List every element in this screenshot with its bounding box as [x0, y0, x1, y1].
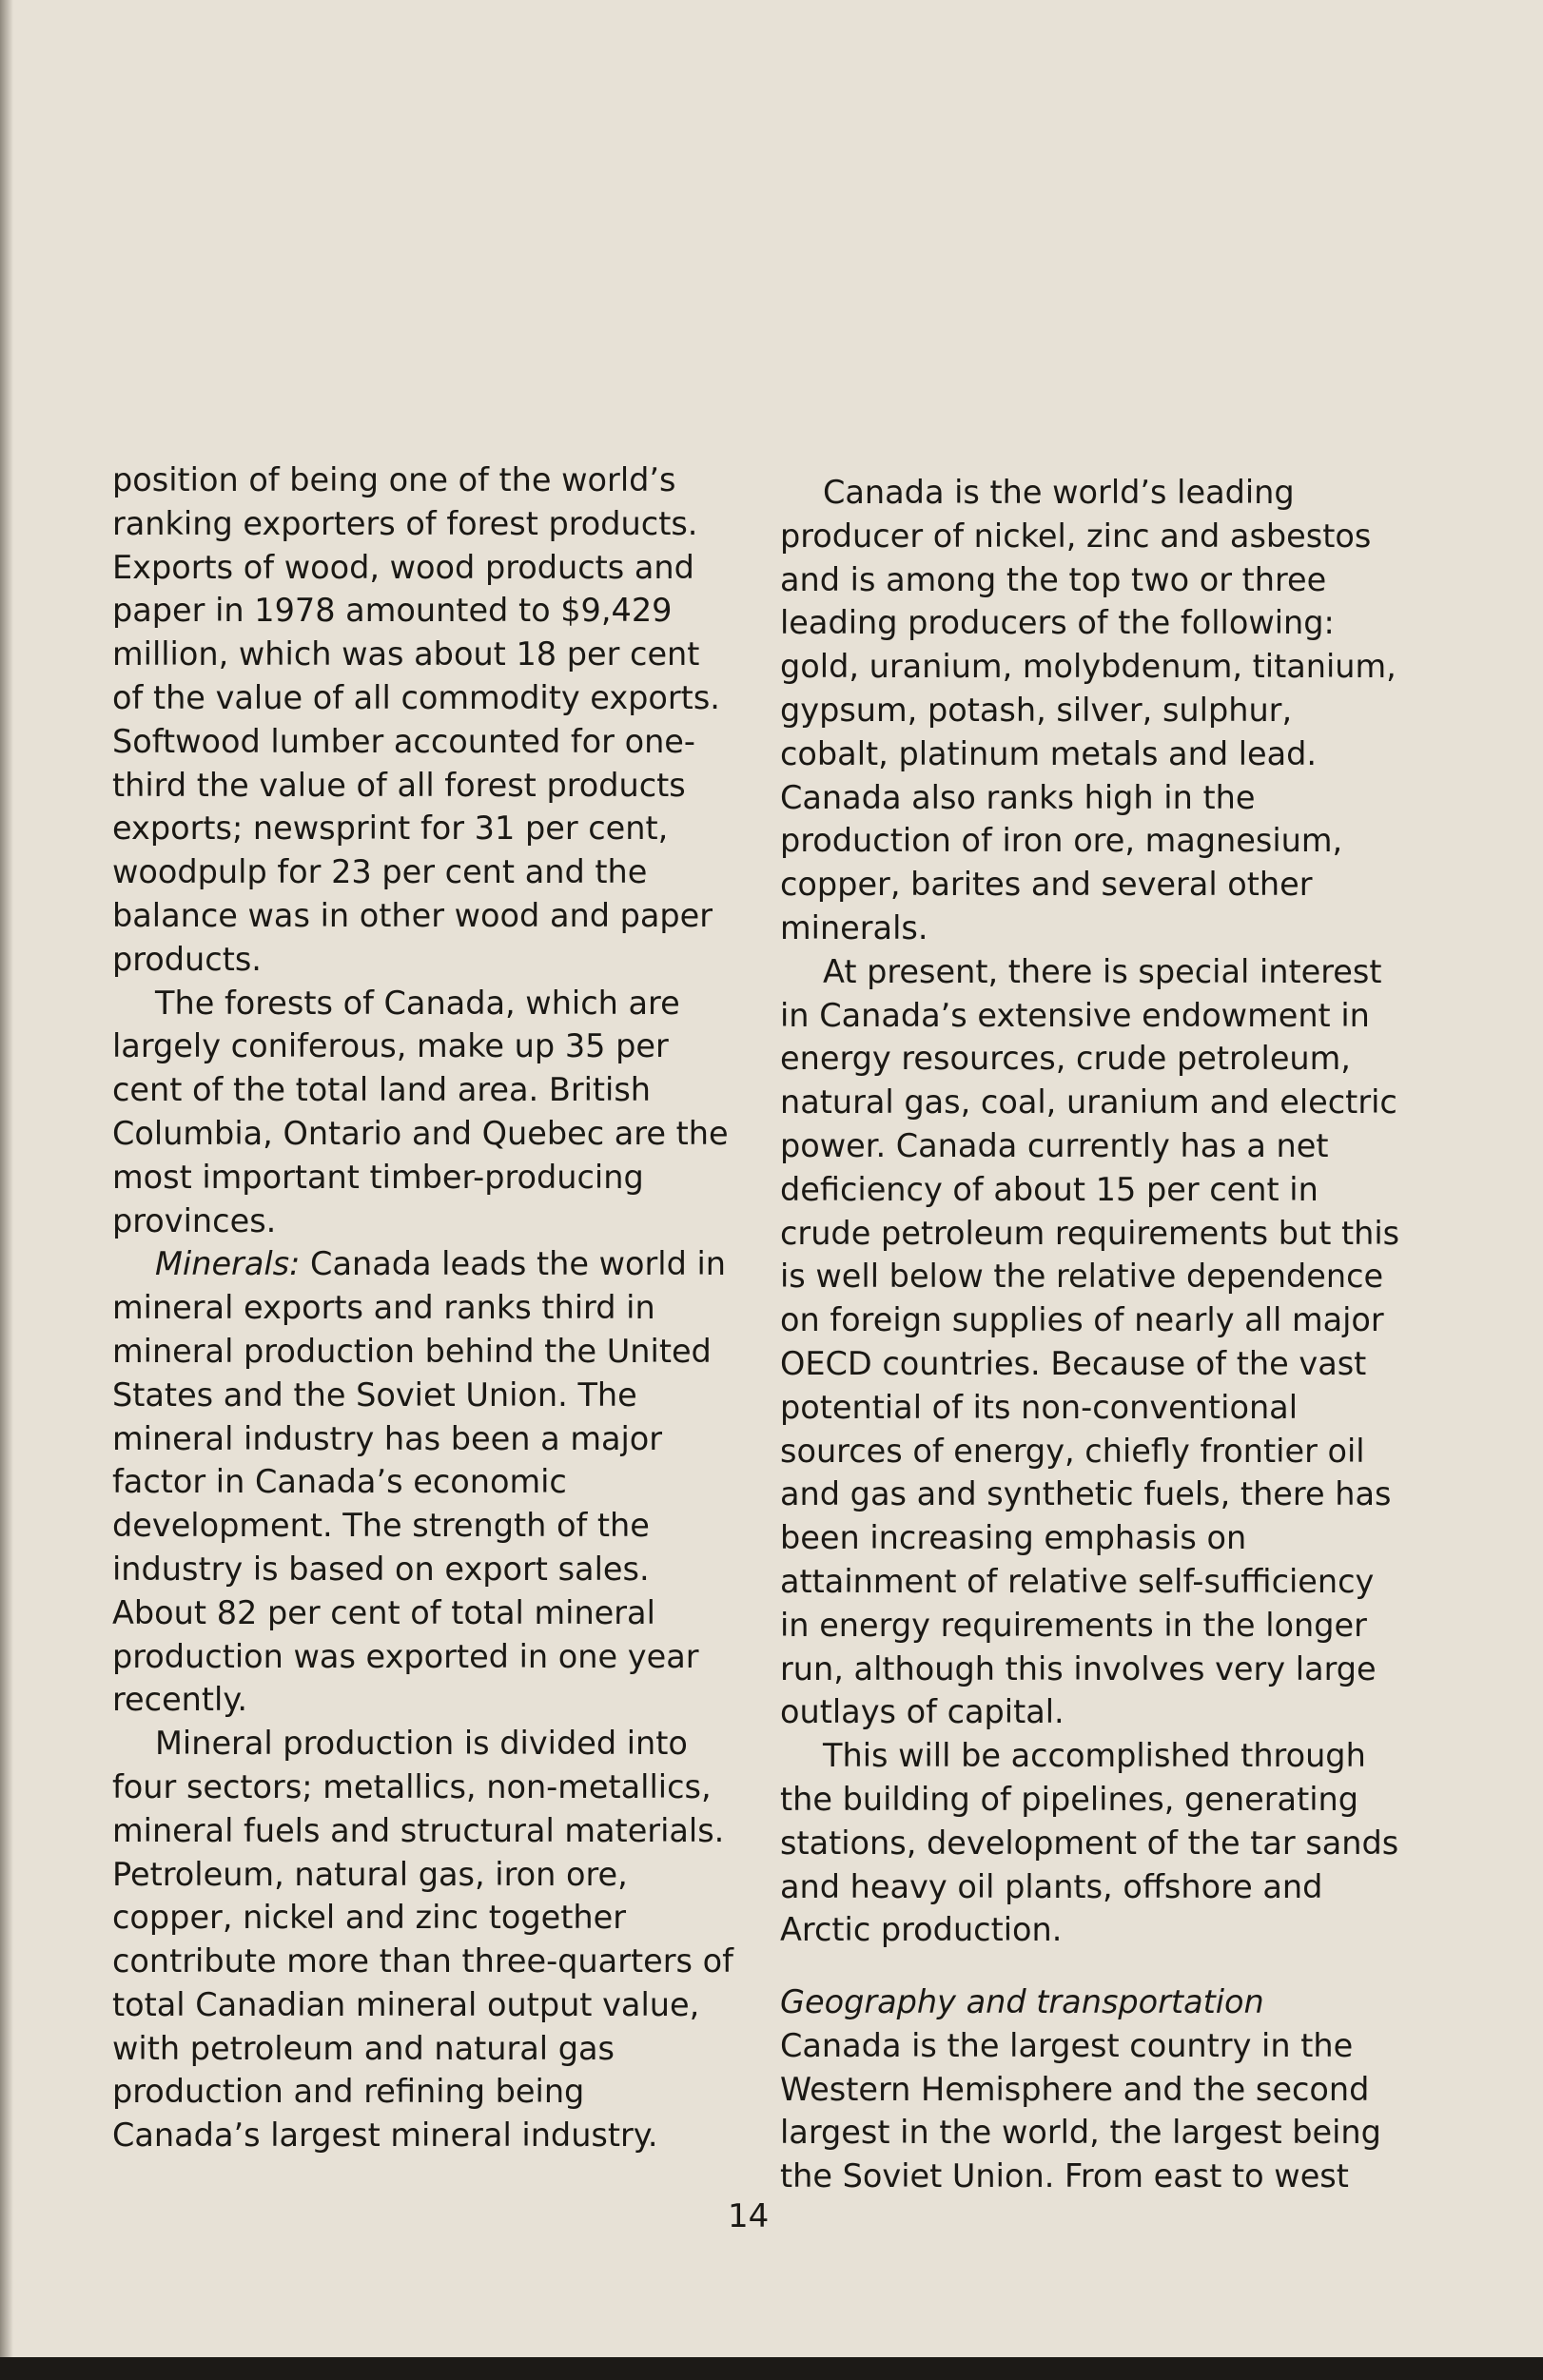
minerals-run-in-heading: Minerals: [155, 1245, 301, 1283]
page-number: 14 [728, 2197, 770, 2235]
minerals-text: Canada leads the world in mineral exports and ranks third in mineral production behind the United States and the Soviet Union. The mineral industry has been a major factor in Canada’s economic development. The strength of the industry is based on export sales. About 82 per cent of total mineral production was exported in one year recently. [112, 1245, 727, 1719]
paragraph-pipelines: This will be accomplished through the building of pipelines, generating stations, development of the tar sands and heavy oil plants, offshore and Arctic production. [780, 1737, 1399, 1949]
left-column [112, 458, 740, 2157]
paragraph-mineral-sectors: Mineral production is divided into four sectors; metallics, non-metallics, mineral fuels and structural materials. Petroleum, natural gas, iron ore, copper, nickel and zinc together contribute more than three-quarters of total Canadian mineral output value, with petroleum and natural gas production and refining being Canada’s largest mineral industry. [112, 1725, 733, 2155]
paragraph-forest-exports: position of being one of the world’s ranking exporters of forest products. Exports of wood, wood products and paper in 1978 amounted to $9,429 million, which was about 18 per cent of the value of all commodity exports. Softwood lumber accounted for one-third the value of all forest products exports; newsprint for 31 per cent, woodpulp for 23 per cent and the balance was in other wood and paper products. [112, 461, 720, 978]
right-column [780, 471, 1408, 2198]
paragraph-forest-area: The forests of Canada, which are largely coniferous, make up 35 per cent of the total land area. British Columbia, Ontario and Quebec are the most important timber-producing provinces. [112, 984, 729, 1239]
paragraph-leading-producer: Canada is the world’s leading producer of nickel, zinc and asbestos and is among the top two or three leading producers of the following: gold, uranium, molybdenum, titanium, gypsum, potash, silver, sulphur, cobalt, platinum metals and lead. Canada also ranks high in the production of iron ore, magnesium, copper, barites and several other minerals. [780, 474, 1397, 946]
paragraph-geography: Canada is the largest country in the Western Hemisphere and the second largest in the world, the largest being the Soviet Union. From east to west [780, 2026, 1381, 2195]
section-heading-geography: Geography and transportation [780, 1983, 1264, 2021]
paragraph-minerals [112, 1242, 740, 1722]
page-edge-shadow [0, 0, 13, 2380]
scan-bottom-edge [0, 2357, 1543, 2380]
paragraph-energy-resources: At present, there is special interest in Canada’s extensive endowment in energy resources, crude petroleum, natural gas, coal, uranium and electric power. Canada currently has a net deficiency of about 15 per cent in crude petroleum requirements but this is well below the relative dependence on foreign supplies of nearly all major OECD countries. Because of the vast potential of its non-conventional sources of energy, chiefly frontier oil and gas and synthetic fuels, there has been increasing emphasis on attainment of relative self-sufficiency in energy requirements in the longer run, although this involves very large outlays of capital. [780, 952, 1400, 1731]
